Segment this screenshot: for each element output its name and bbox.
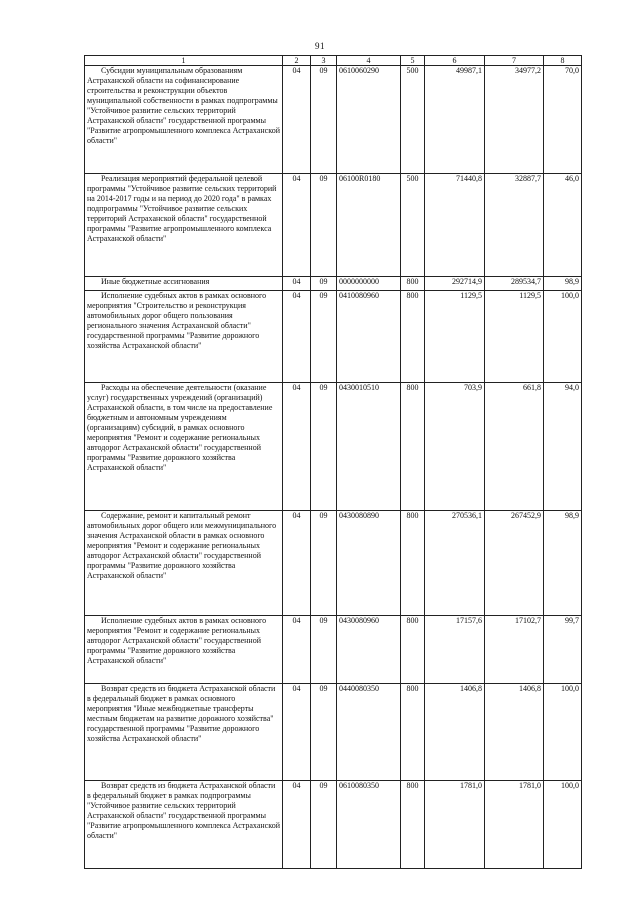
section-code: 04 xyxy=(283,781,311,869)
expense-type: 800 xyxy=(401,291,425,383)
expense-type: 800 xyxy=(401,277,425,291)
column-header: 7 xyxy=(485,56,544,66)
subsection-code: 09 xyxy=(311,616,337,684)
target-article: 0410080960 xyxy=(337,291,401,383)
subsection-code: 09 xyxy=(311,174,337,277)
row-name: Реализация мероприятий федеральной целевой программы "Устойчивое развитие сельских территорий на 2014-2017 годы и на период до 2020 года" в рамках подпрограммы "Устойчивое развитие сельских территорий Астраханской области" государственной программы "Развитие агропромышленного комплекса Астраханской области" xyxy=(85,174,283,277)
column-header: 2 xyxy=(283,56,311,66)
expense-type: 800 xyxy=(401,781,425,869)
column-header: 4 xyxy=(337,56,401,66)
planned-amount: 292714,9 xyxy=(425,277,485,291)
row-name: Субсидии муниципальным образованиям Астраханской области на софинансирование строительства и реконструкции объектов муниципальной собственности в рамках подпрограммы "Устойчивое развитие сельских территорий Астраханской области" государственной программы "Развитие агропромышленного комплекса Астраханской области" xyxy=(85,66,283,174)
table-row xyxy=(85,291,582,383)
row-name: Содержание, ремонт и капитальный ремонт автомобильных дорог общего или межмуниципального значения Астраханской области в рамках основного мероприятия "Ремонт и содержание региональных автодорог Астраханской области" государственной программы "Развитие дорожного хозяйства Астраханской области" xyxy=(85,511,283,616)
executed-amount: 1129,5 xyxy=(485,291,544,383)
executed-amount: 1781,0 xyxy=(485,781,544,869)
executed-amount: 34977,2 xyxy=(485,66,544,174)
section-code: 04 xyxy=(283,277,311,291)
execution-percent: 98,9 xyxy=(544,511,582,616)
expense-type: 800 xyxy=(401,383,425,511)
section-code: 04 xyxy=(283,174,311,277)
section-code: 04 xyxy=(283,684,311,781)
target-article: 0430010510 xyxy=(337,383,401,511)
expense-type: 800 xyxy=(401,616,425,684)
column-header: 6 xyxy=(425,56,485,66)
target-article: 0610080350 xyxy=(337,781,401,869)
section-code: 04 xyxy=(283,511,311,616)
execution-percent: 100,0 xyxy=(544,684,582,781)
column-header: 5 xyxy=(401,56,425,66)
target-article: 0430080960 xyxy=(337,616,401,684)
target-article: 0000000000 xyxy=(337,277,401,291)
subsection-code: 09 xyxy=(311,66,337,174)
executed-amount: 17102,7 xyxy=(485,616,544,684)
planned-amount: 1781,0 xyxy=(425,781,485,869)
planned-amount: 17157,6 xyxy=(425,616,485,684)
execution-percent: 100,0 xyxy=(544,781,582,869)
row-name: Исполнение судебных актов в рамках основного мероприятия "Ремонт и содержание региональных автодорог Астраханской области" государственной программы "Развитие дорожного хозяйства Астраханской области" xyxy=(85,616,283,684)
subsection-code: 09 xyxy=(311,684,337,781)
header-row xyxy=(85,56,582,66)
target-article: 0440080350 xyxy=(337,684,401,781)
table-row xyxy=(85,511,582,616)
row-name: Исполнение судебных актов в рамках основного мероприятия "Строительство и реконструкция автомобильных дорог общего пользования регионального значения Астраханской области" государственной программы "Развитие дорожного хозяйства Астраханской области" xyxy=(85,291,283,383)
section-code: 04 xyxy=(283,66,311,174)
execution-percent: 100,0 xyxy=(544,291,582,383)
executed-amount: 267452,9 xyxy=(485,511,544,616)
row-name: Возврат средств из бюджета Астраханской области в федеральный бюджет в рамках основного мероприятия "Иные межбюджетные трансферты местным бюджетам на развитие дорожного хозяйства" государственной программы "Развитие дорожного хозяйства Астраханской области" xyxy=(85,684,283,781)
table-row xyxy=(85,277,582,291)
executed-amount: 32887,7 xyxy=(485,174,544,277)
execution-percent: 46,0 xyxy=(544,174,582,277)
planned-amount: 71440,8 xyxy=(425,174,485,277)
subsection-code: 09 xyxy=(311,511,337,616)
target-article: 0430080890 xyxy=(337,511,401,616)
subsection-code: 09 xyxy=(311,383,337,511)
executed-amount: 661,8 xyxy=(485,383,544,511)
planned-amount: 1406,8 xyxy=(425,684,485,781)
expense-type: 800 xyxy=(401,511,425,616)
table-row xyxy=(85,616,582,684)
column-header: 8 xyxy=(544,56,582,66)
subsection-code: 09 xyxy=(311,277,337,291)
planned-amount: 49987,1 xyxy=(425,66,485,174)
subsection-code: 09 xyxy=(311,291,337,383)
table-row xyxy=(85,66,582,174)
execution-percent: 98,9 xyxy=(544,277,582,291)
planned-amount: 1129,5 xyxy=(425,291,485,383)
expense-type: 500 xyxy=(401,66,425,174)
row-name: Расходы на обеспечение деятельности (оказание услуг) государственных учреждений (организаций) Астраханской области, в том числе на предоставление бюджетным и автономным учреждениям (организациям) субсидий, в рамках основного мероприятия "Ремонт и содержание региональных автодорог Астраханской области" государственной программы "Развитие дорожного хозяйства Астраханской области" xyxy=(85,383,283,511)
execution-percent: 94,0 xyxy=(544,383,582,511)
target-article: 0610060290 xyxy=(337,66,401,174)
section-code: 04 xyxy=(283,616,311,684)
executed-amount: 1406,8 xyxy=(485,684,544,781)
planned-amount: 270536,1 xyxy=(425,511,485,616)
expense-type: 500 xyxy=(401,174,425,277)
page-number: 91 xyxy=(315,41,325,51)
table-row xyxy=(85,684,582,781)
table-row xyxy=(85,781,582,869)
subsection-code: 09 xyxy=(311,781,337,869)
execution-percent: 70,0 xyxy=(544,66,582,174)
row-name: Возврат средств из бюджета Астраханской области в федеральный бюджет в рамках подпрограммы "Устойчивое развитие сельских территорий Астраханской области" государственной программы "Развитие агропромышленного комплекса Астраханской области" xyxy=(85,781,283,869)
table-row xyxy=(85,174,582,277)
expense-type: 800 xyxy=(401,684,425,781)
target-article: 06100R0180 xyxy=(337,174,401,277)
execution-percent: 99,7 xyxy=(544,616,582,684)
column-header: 3 xyxy=(311,56,337,66)
column-header: 1 xyxy=(85,56,283,66)
executed-amount: 289534,7 xyxy=(485,277,544,291)
budget-table xyxy=(84,55,582,869)
table-row xyxy=(85,383,582,511)
row-name: Иные бюджетные ассигнования xyxy=(85,277,283,291)
planned-amount: 703,9 xyxy=(425,383,485,511)
section-code: 04 xyxy=(283,383,311,511)
section-code: 04 xyxy=(283,291,311,383)
